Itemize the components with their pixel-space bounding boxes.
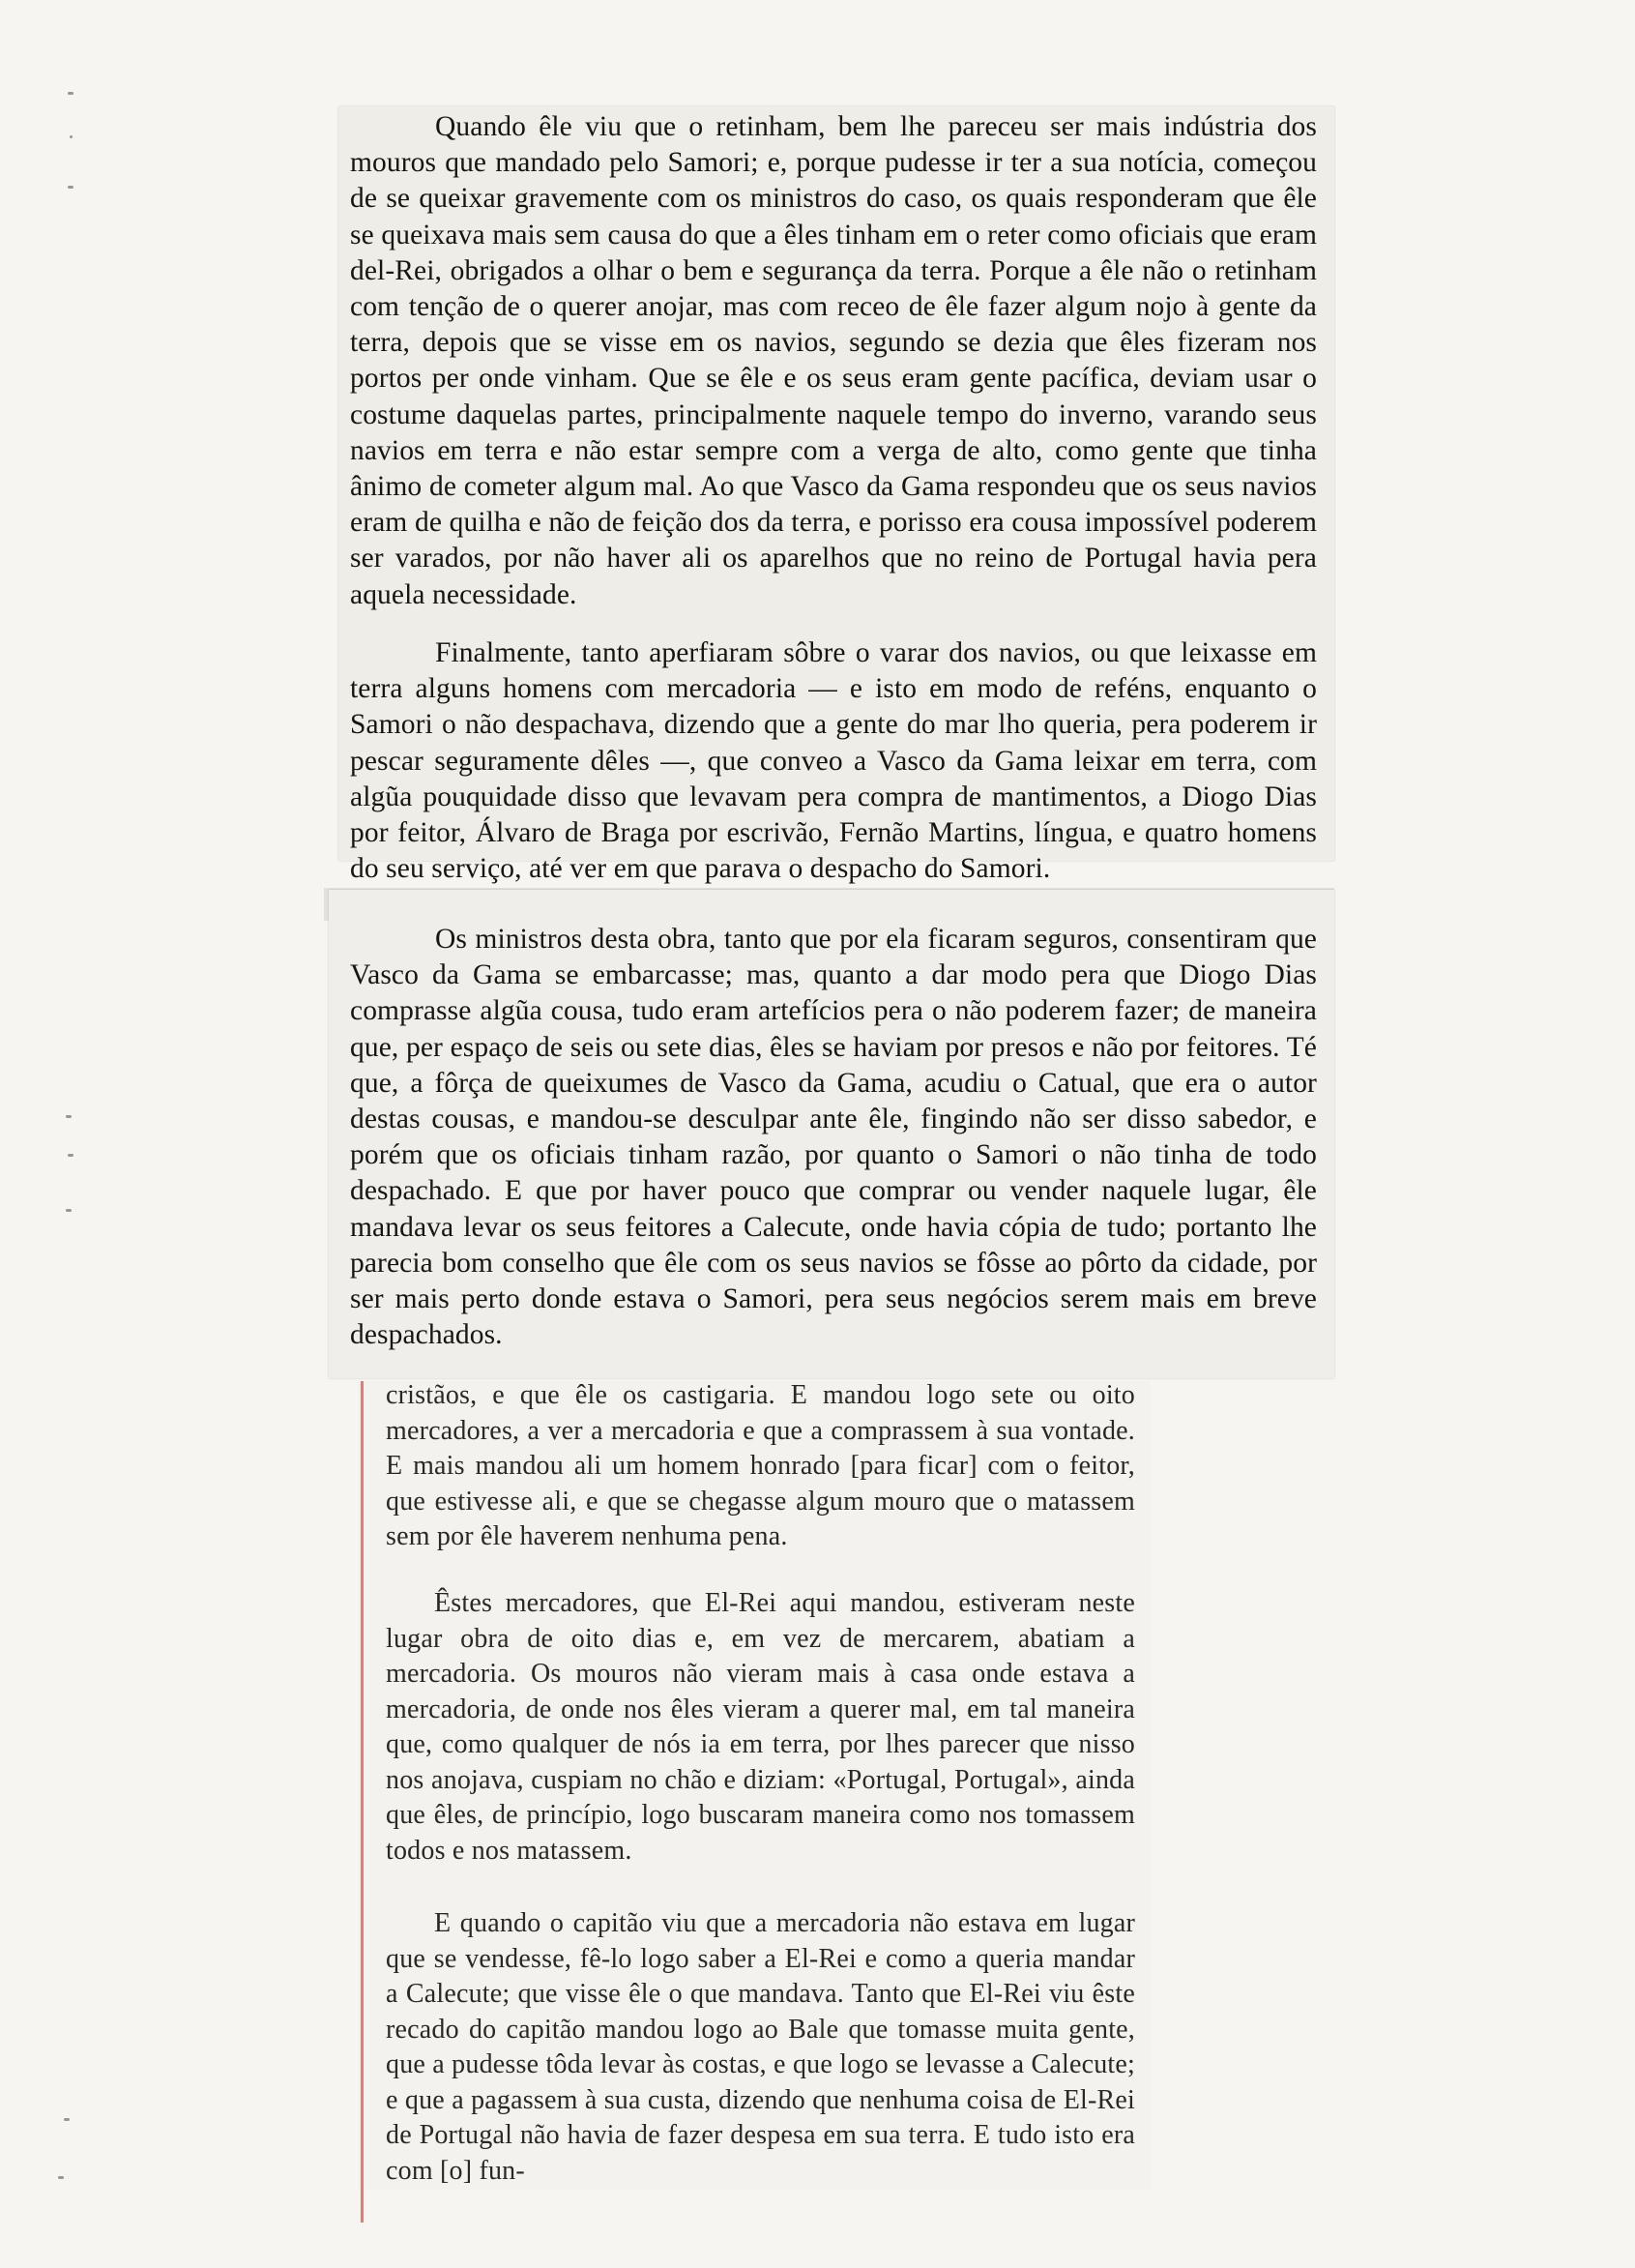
scan-speck [68,186,73,189]
lower-paragraph-3: E quando o capitão viu que a mercadoria não estava em lugar que se vendesse, fê-lo logo saber a El-Rei e como a queria mandar a Calecute; que visse êle o que mandava. Tanto que El-Rei viu êste recado do capitão mandou logo ao Bale que tomasse muita gente, que a pudesse tôda levar às costas, e que logo se levasse a Calecute; e que a pagassem à sua custa, dizendo que nenhuma coisa de El-Rei de Portugal não havia de fazer despesa em sua terra. E tudo isto era com [o] fun- [386,1908,1135,2186]
scan-speck [66,1115,72,1118]
upper-paragraph-3: Os ministros desta obra, tanto que por ela ficaram seguros, consentiram que Vasco da Gama se embarcasse; mas, quanto a dar modo pera que Diogo Dias comprasse algũa cousa, tudo eram artefícios pera o não poderem fazer; de maneira que, per espaço de seis ou sete dias, êles se haviam por presos e não por feitores. Té que, a fôrça de queixumes de Vasco da Gama, acudiu o Catual, que era o autor destas cousas, e mandou-se desculpar ante êle, fingindo não ser disso sabedor, e porém que os oficiais tinham razão, por quanto o Samori o não tinha de todo despachado. E que por haver pouco que comprar ou vender naquele lugar, êle mandava levar os seus feitores a Calecute, onde havia cópia de tudo; portanto lhe parecia bom conselho que êle com os seus navios se fôsse ao pôrto da cidade, por ser mais perto donde estava o Samori, pera seus negócios serem mais em breve despachados. [350,924,1317,1351]
upper-paragraph-2: Finalmente, tanto aperfiaram sôbre o varar dos navios, ou que leixasse em terra alguns homens com mercadoria — e isto em modo de reféns, enquanto o Samori o não despachava, dizendo que a gente do mar lho queria, pera poderem ir pescar seguramente dêles —, que conveo a Vasco da Gama leixar em terra, com algũa pouquidade disso que levavam pera compra de mantimentos, a Diogo Dias por feitor, Álvaro de Braga por escrivão, Fernão Martins, língua, e quatro homens do seu serviço, até ver em que parava o despacho do Samori. [350,637,1317,885]
red-margin-line [361,1381,364,2223]
upper-paragraph-1: Quando êle viu que o retinham, bem lhe pareceu ser mais indústria dos mouros que mandado pelo Samori; e, porque pudesse ir ter a sua notícia, começou de se queixar gravemente com os ministros do caso, os quais responderam que êle se queixava mais sem causa do que a êles tinham em o reter como oficiais que eram del-Rei, obrigados a olhar o bem e segurança da terra. Porque a êle não o retinham com tenção de o querer anojar, mas com receo de êle fazer algum nojo à gente da terra, depois que se visse em os navios, segundo se dezia que êles fizeram nos portos per onde vinham. Que se êle e os seus eram gente pacífica, deviam usar o costume daquelas partes, principalmente naquele tempo do inverno, varando seus navios em terra e não estar sempre com a verga de alto, como gente que tinha ânimo de cometer algum mal. Ao que Vasco da Gama respondeu que os seus navios eram de quilha e não de feição dos da terra, e porisso era cousa impossível poderem ser varados, por não haver ali os aparelhos que no reino de Portugal havia pera aquela necessidade. [350,111,1317,610]
lower-paragraph-2: Êstes mercadores, que El-Rei aqui mandou, estiveram neste lugar obra de oito dias e, em vez de mercarem, abatiam a mercadoria. Os mouros não vieram mais à casa onde estava a mercadoria, de onde nos êles vieram a querer mal, em tal maneira que, como qualquer de nós ia em terra, por lhes parecer que nisso nos anojava, cuspiam no chão e diziam: «Portugal, Portugal», ainda que êles, de princípio, logo buscaram maneira como nos tomassem todos e nos matassem. [386,1588,1135,1866]
scan-speck [68,1154,73,1157]
scan-speck [64,2118,70,2121]
scan-speck [68,92,73,95]
scan-speck [70,135,73,138]
scan-speck [58,2176,64,2179]
lower-paragraph-1: cristãos, e que êle os castigaria. E mandou logo sete ou oito mercadores, a ver a mercadoria e que a comprassem à sua vontade. E mais mandou ali um homem honrado [para ficar] com o feitor, que estivesse ali, e que se chegasse algum mouro que o matassem sem por êle haverem nenhuma pena. [386,1380,1135,1551]
scan-speck [66,1209,72,1212]
